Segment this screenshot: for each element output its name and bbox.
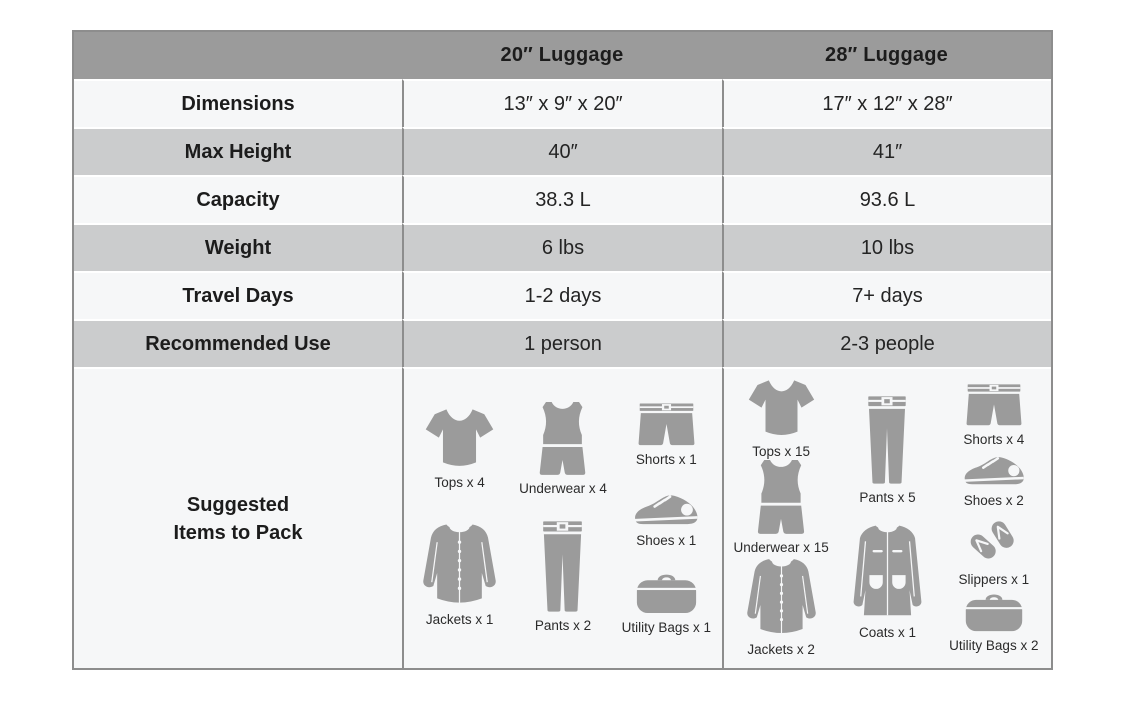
row-label-max-height: Max Height [74, 127, 402, 175]
pack-item-coat [848, 524, 927, 640]
value-max-height-20: 40″ [402, 127, 722, 175]
pack-item-label: Shoes x 2 [963, 493, 1024, 508]
tshirt-icon [748, 379, 815, 439]
pack-item-label: Tops x 15 [752, 443, 811, 459]
pack-item-slippers [959, 513, 1030, 587]
pack-items-20in [402, 367, 722, 668]
sneaker-icon [633, 490, 699, 528]
value-recommended-use-20: 1 person [402, 319, 722, 367]
value-travel-days-28: 7+ days [722, 271, 1051, 319]
pack-item-label: Pants x 2 [534, 618, 592, 634]
row-label-capacity: Capacity [74, 175, 402, 223]
pack-item-label: Slippers x 1 [958, 572, 1030, 587]
value-max-height-28: 41″ [722, 127, 1051, 175]
pack-item-label: Utility Bags x 1 [621, 619, 711, 635]
coat-icon [848, 524, 927, 620]
jacket-icon [421, 522, 498, 607]
value-weight-20: 6 lbs [402, 223, 722, 271]
luggage-comparison-table [72, 30, 1053, 670]
bag-icon [964, 592, 1024, 633]
slippers-icon [967, 513, 1021, 567]
header-cell-empty [74, 32, 402, 79]
pack-item-underwear [519, 402, 607, 496]
value-capacity-28: 93.6 L [722, 175, 1051, 223]
pack-item-label: Underwear x 4 [519, 480, 607, 496]
pack-item-jacket [745, 557, 818, 657]
pack-item-pants [859, 395, 915, 505]
pack-item-pants [535, 520, 591, 633]
pack-item-label: Utility Bags x 2 [949, 638, 1039, 653]
row-label-recommended-use: Recommended Use [74, 319, 402, 367]
pack-item-label: Coats x 1 [858, 624, 916, 640]
pack-column [408, 377, 511, 658]
pack-item-bag [622, 572, 711, 635]
header-cell-28in-luggage: 28″ Luggage [722, 32, 1051, 79]
tshirt-icon [425, 408, 494, 470]
pack-item-label: Jackets x 1 [425, 611, 494, 627]
pack-item-jacket [421, 522, 498, 627]
pack-column [511, 377, 614, 658]
row-label-weight: Weight [74, 223, 402, 271]
pants-icon [866, 395, 908, 485]
pack-item-sneaker [963, 452, 1025, 508]
sneaker-icon [963, 452, 1025, 488]
suggested-items-line1: Suggested [186, 493, 290, 516]
pack-item-label: Tops x 4 [434, 475, 485, 491]
pack-item-shorts [963, 382, 1024, 447]
pack-column [834, 377, 940, 658]
row-label-suggested-items [74, 367, 402, 668]
suggested-items-line2: Items to Pack [173, 521, 303, 544]
value-dimensions-20: 13″ x 9″ x 20″ [402, 79, 722, 127]
pack-item-label: Jackets x 2 [747, 641, 815, 657]
pack-item-tshirt [748, 379, 815, 459]
row-label-dimensions: Dimensions [74, 79, 402, 127]
value-weight-28: 10 lbs [722, 223, 1051, 271]
pack-item-bag [949, 592, 1038, 653]
pack-item-label: Pants x 5 [859, 490, 916, 506]
value-dimensions-28: 17″ x 12″ x 28″ [722, 79, 1051, 127]
pack-item-label: Shoes x 1 [636, 533, 697, 548]
header-cell-20in-luggage: 20″ Luggage [402, 32, 722, 79]
pack-item-label: Shorts x 1 [635, 451, 697, 467]
row-label-travel-days: Travel Days [74, 271, 402, 319]
pack-item-sneaker [633, 490, 699, 548]
value-capacity-20: 38.3 L [402, 175, 722, 223]
underwear-icon [534, 402, 591, 476]
pack-item-underwear [734, 460, 829, 555]
pack-items-28in [722, 367, 1051, 668]
value-recommended-use-28: 2-3 people [722, 319, 1051, 367]
value-travel-days-20: 1-2 days [402, 271, 722, 319]
jacket-icon [745, 557, 818, 637]
pack-column [941, 377, 1047, 658]
underwear-icon [752, 460, 810, 535]
bag-icon [635, 572, 698, 615]
pack-column [615, 377, 718, 658]
pack-column [728, 377, 834, 658]
shorts-icon [638, 401, 695, 447]
pack-item-label: Shorts x 4 [963, 432, 1025, 447]
pack-item-shorts [636, 401, 697, 467]
pack-item-tshirt [425, 408, 494, 490]
pack-item-label: Underwear x 15 [733, 540, 829, 555]
shorts-icon [966, 382, 1022, 427]
pants-icon [541, 520, 584, 613]
